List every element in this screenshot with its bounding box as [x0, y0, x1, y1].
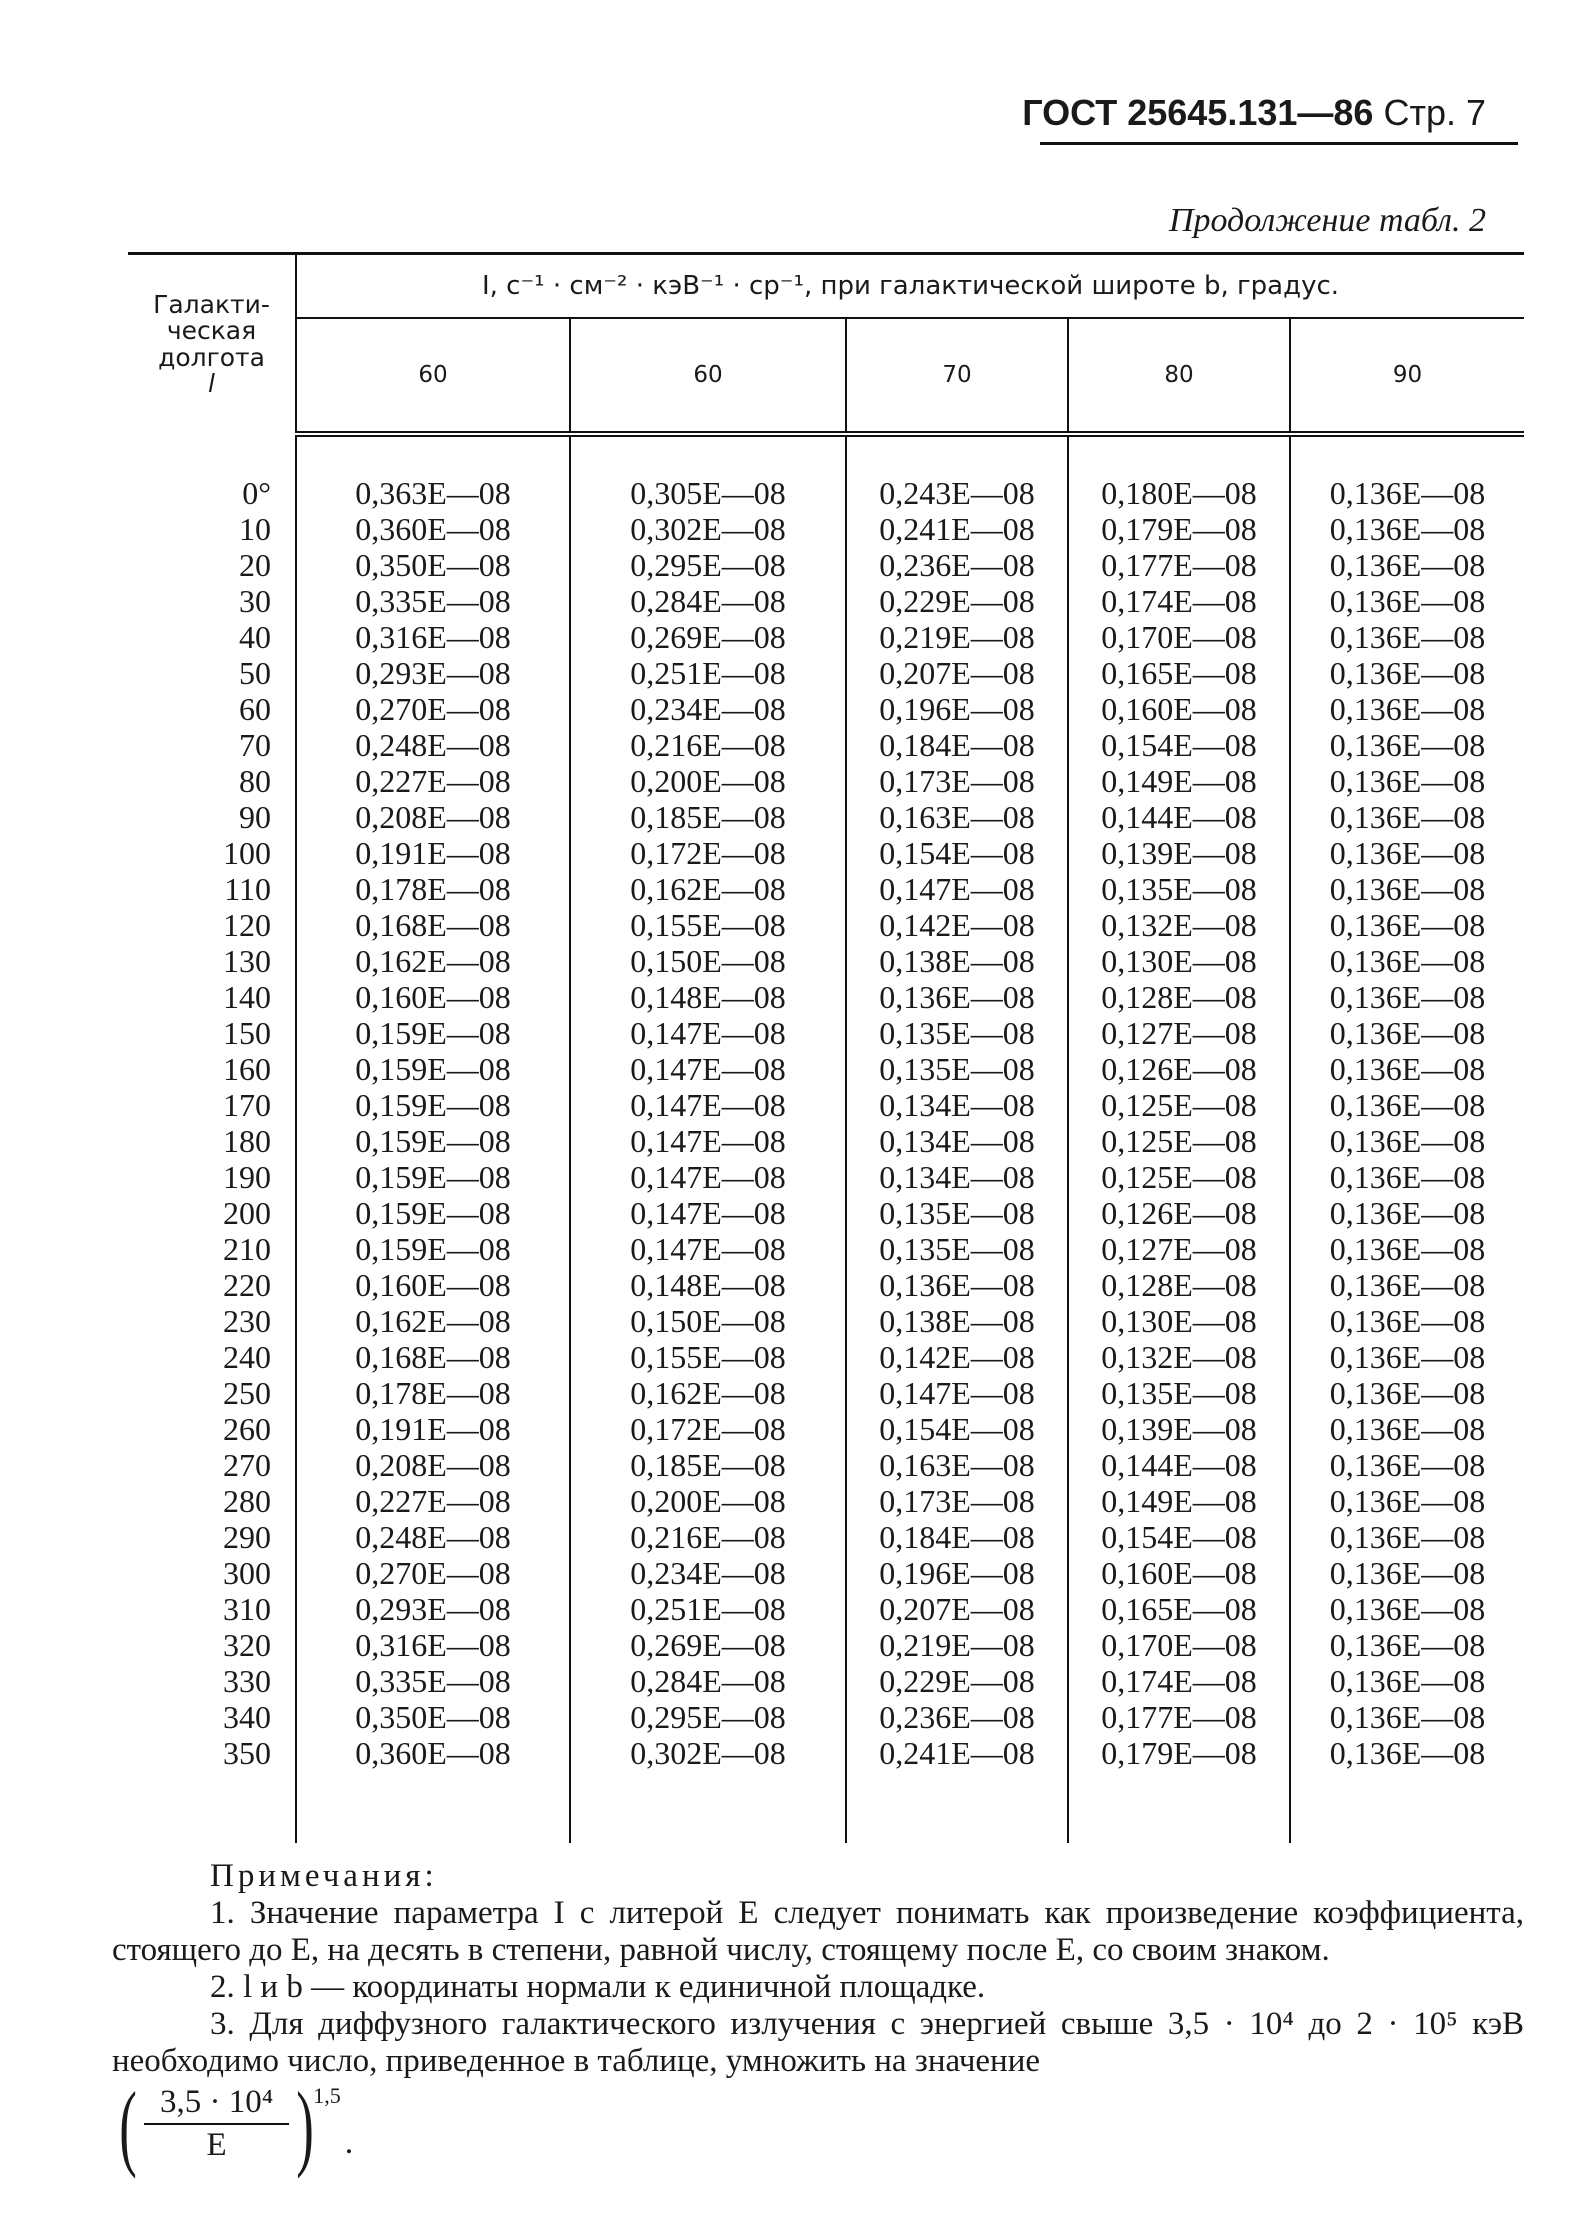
flux-value-cell: 0,150E—08 — [570, 1303, 846, 1339]
flux-value-cell: 0,136E—08 — [1329, 1411, 1486, 1447]
flux-value-cell: 0,134E—08 — [846, 1159, 1068, 1195]
flux-value-cell: 0,142E—08 — [846, 1339, 1068, 1375]
flux-value-cell: 0,136E—08 — [1329, 655, 1486, 691]
flux-value-cell: 0,136E—08 — [1329, 1267, 1486, 1303]
longitude-cell: 340 — [128, 1699, 296, 1735]
flux-value-cell: 0,196E—08 — [846, 1555, 1068, 1591]
flux-value-cell: 0,136E—08 — [1329, 727, 1486, 763]
flux-value-cell: 0,136E—08 — [1329, 835, 1486, 871]
flux-value-cell: 0,128E—08 — [1068, 979, 1290, 1015]
table-row — [128, 907, 1524, 943]
flux-value-cell: 0,191E—08 — [296, 1411, 570, 1447]
flux-value-cell: 0,170E—08 — [1068, 1627, 1290, 1663]
flux-value-cell: 0,168E—08 — [296, 1339, 570, 1375]
flux-value-cell: 0,139E—08 — [1068, 1411, 1290, 1447]
flux-value-cell: 0,147E—08 — [570, 1051, 846, 1087]
flux-value-cell: 0,293E—08 — [296, 1591, 570, 1627]
flux-value-cell: 0,179E—08 — [1068, 1735, 1290, 1771]
longitude-cell: 40 — [128, 619, 296, 655]
table-row — [128, 511, 1524, 547]
table-row — [128, 1519, 1524, 1555]
flux-value-cell: 0,150E—08 — [570, 943, 846, 979]
flux-value-cell: 0,270E—08 — [296, 691, 570, 727]
flux-value-cell: 0,196E—08 — [846, 691, 1068, 727]
longitude-cell: 70 — [128, 727, 296, 763]
flux-value-cell: 0,136E—08 — [1329, 1051, 1486, 1087]
flux-value-cell: 0,335E—08 — [296, 1663, 570, 1699]
flux-value-cell: 0,125E—08 — [1068, 1159, 1290, 1195]
flux-value-cell: 0,243E—08 — [846, 475, 1068, 511]
flux-value-cell: 0,160E—08 — [296, 979, 570, 1015]
flux-value-cell: 0,127E—08 — [1068, 1231, 1290, 1267]
flux-value-cell: 0,191E—08 — [296, 835, 570, 871]
flux-value-cell: 0,165E—08 — [1068, 1591, 1290, 1627]
flux-value-cell: 0,179E—08 — [1068, 511, 1290, 547]
latitude-header: 70 — [846, 318, 1068, 434]
table-row — [128, 1195, 1524, 1231]
flux-value-cell: 0,350E—08 — [296, 547, 570, 583]
table-row — [128, 1303, 1524, 1339]
table-row — [128, 727, 1524, 763]
flux-value-cell: 0,136E—08 — [1329, 583, 1486, 619]
flux-value-cell: 0,185E—08 — [570, 799, 846, 835]
flux-value-cell: 0,134E—08 — [846, 1123, 1068, 1159]
page-number: Стр. 7 — [1383, 92, 1486, 133]
flux-value-cell: 0,147E—08 — [570, 1159, 846, 1195]
flux-value-cell: 0,248E—08 — [296, 727, 570, 763]
flux-value-cell: 0,159E—08 — [296, 1159, 570, 1195]
flux-value-cell: 0,136E—08 — [846, 1267, 1068, 1303]
table-row — [128, 1159, 1524, 1195]
flux-value-cell: 0,200E—08 — [570, 1483, 846, 1519]
longitude-cell: 320 — [128, 1627, 296, 1663]
flux-value-cell: 0,147E—08 — [570, 1087, 846, 1123]
table-continuation-label: Продолжение табл. 2 — [1168, 202, 1486, 239]
flux-value-cell: 0,293E—08 — [296, 655, 570, 691]
flux-value-cell: 0,162E—08 — [570, 871, 846, 907]
flux-value-cell: 0,177E—08 — [1068, 1699, 1290, 1735]
flux-value-cell: 0,219E—08 — [846, 1627, 1068, 1663]
table-body — [128, 434, 1524, 1843]
flux-value-cell: 0,138E—08 — [846, 1303, 1068, 1339]
flux-value-cell: 0,135E—08 — [1068, 1375, 1290, 1411]
flux-value-cell: 0,180E—08 — [1068, 475, 1290, 511]
table-row — [128, 1699, 1524, 1735]
flux-value-cell: 0,154E—08 — [846, 835, 1068, 871]
longitude-cell: 350 — [128, 1735, 296, 1771]
flux-value-cell: 0,207E—08 — [846, 1591, 1068, 1627]
longitude-cell: 50 — [128, 655, 296, 691]
note-1: 1. Значение параметра I с литерой E следует понимать как произведение коэффициента, стоящего до E, на десять в степени, равной числу, стоящему после E, со своим знаком. — [112, 1895, 1524, 1968]
flux-value-cell: 0,136E—08 — [1329, 1699, 1486, 1735]
table-row — [128, 763, 1524, 799]
flux-value-cell: 0,139E—08 — [1068, 835, 1290, 871]
table-row — [128, 1663, 1524, 1699]
flux-value-cell: 0,184E—08 — [846, 1519, 1068, 1555]
table-row — [128, 1087, 1524, 1123]
flux-value-cell: 0,335E—08 — [296, 583, 570, 619]
longitude-cell: 250 — [128, 1375, 296, 1411]
longitude-cell: 120 — [128, 907, 296, 943]
table-row — [128, 619, 1524, 655]
flux-value-cell: 0,174E—08 — [1068, 1663, 1290, 1699]
longitude-cell: 190 — [128, 1159, 296, 1195]
flux-value-cell: 0,216E—08 — [570, 1519, 846, 1555]
latitude-header: 80 — [1068, 318, 1290, 434]
longitude-header-line: ческая — [166, 316, 257, 346]
longitude-cell: 200 — [128, 1195, 296, 1231]
flux-value-cell: 0,227E—08 — [296, 763, 570, 799]
flux-value-cell: 0,136E—08 — [1329, 1447, 1486, 1483]
table-row — [128, 1591, 1524, 1627]
correction-formula — [112, 2072, 1524, 2179]
longitude-cell: 100 — [128, 835, 296, 871]
flux-value-cell: 0,136E—08 — [1329, 1231, 1486, 1267]
flux-super-header: I, с⁻¹ · см⁻² · кэВ⁻¹ · ср⁻¹, при галактической широте b, градус. — [296, 254, 1524, 319]
flux-value-cell: 0,136E—08 — [1329, 475, 1486, 511]
table-row — [128, 1735, 1524, 1771]
flux-value-cell: 0,136E—08 — [1329, 1735, 1486, 1771]
left-paren: ( — [119, 2072, 137, 2179]
longitude-cell: 20 — [128, 547, 296, 583]
flux-value-cell: 0,135E—08 — [1068, 871, 1290, 907]
table-row — [128, 1375, 1524, 1411]
longitude-cell: 280 — [128, 1483, 296, 1519]
flux-value-cell: 0,132E—08 — [1068, 907, 1290, 943]
table-spacer-row — [128, 434, 1524, 475]
flux-value-cell: 0,149E—08 — [1068, 1483, 1290, 1519]
flux-value-cell: 0,136E—08 — [1329, 1087, 1486, 1123]
flux-value-cell: 0,136E—08 — [1329, 1195, 1486, 1231]
flux-value-cell: 0,147E—08 — [570, 1015, 846, 1051]
flux-value-cell: 0,360E—08 — [296, 511, 570, 547]
flux-value-cell: 0,125E—08 — [1068, 1087, 1290, 1123]
longitude-cell: 150 — [128, 1015, 296, 1051]
flux-value-cell: 0,159E—08 — [296, 1087, 570, 1123]
table-row — [128, 799, 1524, 835]
formula-denominator: E — [206, 2127, 227, 2163]
flux-value-cell: 0,316E—08 — [296, 1627, 570, 1663]
longitude-cell: 260 — [128, 1411, 296, 1447]
flux-value-cell: 0,136E—08 — [1329, 1555, 1486, 1591]
notes-block — [112, 1858, 1524, 2179]
flux-value-cell: 0,162E—08 — [296, 943, 570, 979]
flux-value-cell: 0,130E—08 — [1068, 1303, 1290, 1339]
formula-exponent: 1,5 — [313, 2083, 341, 2108]
flux-value-cell: 0,168E—08 — [296, 907, 570, 943]
flux-value-cell: 0,350E—08 — [296, 1699, 570, 1735]
flux-value-cell: 0,174E—08 — [1068, 583, 1290, 619]
formula-period: . — [344, 2124, 354, 2161]
flux-value-cell: 0,216E—08 — [570, 727, 846, 763]
formula-fraction — [144, 2084, 289, 2164]
flux-value-cell: 0,160E—08 — [1068, 691, 1290, 727]
longitude-column-header — [128, 254, 296, 435]
flux-table — [128, 252, 1524, 1843]
longitude-cell: 110 — [128, 871, 296, 907]
flux-value-cell: 0,136E—08 — [1329, 1123, 1486, 1159]
latitude-header: 60 — [570, 318, 846, 434]
longitude-header-line: l — [208, 368, 215, 398]
flux-value-cell: 0,270E—08 — [296, 1555, 570, 1591]
flux-value-cell: 0,136E—08 — [1329, 907, 1486, 943]
flux-value-cell: 0,363E—08 — [296, 475, 570, 511]
flux-value-cell: 0,126E—08 — [1068, 1051, 1290, 1087]
flux-value-cell: 0,136E—08 — [1329, 691, 1486, 727]
flux-value-cell: 0,136E—08 — [1329, 871, 1486, 907]
flux-value-cell: 0,136E—08 — [846, 979, 1068, 1015]
flux-value-cell: 0,172E—08 — [570, 835, 846, 871]
flux-value-cell: 0,236E—08 — [846, 1699, 1068, 1735]
flux-value-cell: 0,159E—08 — [296, 1015, 570, 1051]
flux-value-cell: 0,316E—08 — [296, 619, 570, 655]
flux-value-cell: 0,136E—08 — [1329, 511, 1486, 547]
flux-value-cell: 0,135E—08 — [846, 1015, 1068, 1051]
flux-value-cell: 0,234E—08 — [570, 1555, 846, 1591]
flux-value-cell: 0,142E—08 — [846, 907, 1068, 943]
flux-value-cell: 0,136E—08 — [1329, 1339, 1486, 1375]
flux-value-cell: 0,269E—08 — [570, 1627, 846, 1663]
flux-value-cell: 0,241E—08 — [846, 511, 1068, 547]
flux-value-cell: 0,302E—08 — [570, 511, 846, 547]
flux-value-cell: 0,269E—08 — [570, 619, 846, 655]
table-row — [128, 1447, 1524, 1483]
longitude-cell: 10 — [128, 511, 296, 547]
flux-value-cell: 0,147E—08 — [846, 1375, 1068, 1411]
flux-value-cell: 0,144E—08 — [1068, 1447, 1290, 1483]
flux-value-cell: 0,295E—08 — [570, 1699, 846, 1735]
longitude-cell: 330 — [128, 1663, 296, 1699]
longitude-cell: 90 — [128, 799, 296, 835]
flux-value-cell: 0,251E—08 — [570, 1591, 846, 1627]
flux-value-cell: 0,184E—08 — [846, 727, 1068, 763]
table-row — [128, 1483, 1524, 1519]
longitude-header-line: Галакти- — [153, 290, 270, 319]
longitude-cell: 210 — [128, 1231, 296, 1267]
flux-value-cell: 0,136E—08 — [1329, 1591, 1486, 1627]
flux-value-cell: 0,135E—08 — [846, 1231, 1068, 1267]
flux-value-cell: 0,172E—08 — [570, 1411, 846, 1447]
flux-value-cell: 0,219E—08 — [846, 619, 1068, 655]
flux-value-cell: 0,125E—08 — [1068, 1123, 1290, 1159]
longitude-cell: 30 — [128, 583, 296, 619]
flux-value-cell: 0,134E—08 — [846, 1087, 1068, 1123]
flux-value-cell: 0,147E—08 — [846, 871, 1068, 907]
flux-value-cell: 0,284E—08 — [570, 1663, 846, 1699]
flux-value-cell: 0,162E—08 — [296, 1303, 570, 1339]
flux-value-cell: 0,177E—08 — [1068, 547, 1290, 583]
flux-value-cell: 0,234E—08 — [570, 691, 846, 727]
flux-value-cell: 0,136E—08 — [1329, 619, 1486, 655]
table-row — [128, 691, 1524, 727]
flux-value-cell: 0,136E—08 — [1329, 1483, 1486, 1519]
flux-value-cell: 0,136E—08 — [1329, 943, 1486, 979]
flux-value-cell: 0,128E—08 — [1068, 1267, 1290, 1303]
longitude-cell: 300 — [128, 1555, 296, 1591]
note-2: 2. l и b — координаты нормали к единичной площадке. — [210, 1969, 986, 2005]
latitude-header: 90 — [1290, 318, 1524, 434]
page-header — [1022, 92, 1486, 134]
notes-title: Примечания: — [210, 1858, 438, 1894]
flux-value-cell: 0,159E—08 — [296, 1195, 570, 1231]
flux-value-cell: 0,241E—08 — [846, 1735, 1068, 1771]
longitude-cell: 230 — [128, 1303, 296, 1339]
flux-value-cell: 0,227E—08 — [296, 1483, 570, 1519]
flux-value-cell: 0,136E—08 — [1329, 979, 1486, 1015]
table-row — [128, 871, 1524, 907]
table-row — [128, 979, 1524, 1015]
table-row — [128, 583, 1524, 619]
formula-numerator: 3,5 · 10⁴ — [144, 2084, 289, 2125]
flux-value-cell: 0,165E—08 — [1068, 655, 1290, 691]
flux-value-cell: 0,135E—08 — [846, 1051, 1068, 1087]
longitude-cell: 160 — [128, 1051, 296, 1087]
right-paren: ) — [296, 2072, 314, 2179]
flux-value-cell: 0,147E—08 — [570, 1123, 846, 1159]
flux-value-cell: 0,136E—08 — [1329, 1375, 1486, 1411]
latitude-header: 60 — [296, 318, 570, 434]
flux-value-cell: 0,200E—08 — [570, 763, 846, 799]
flux-value-cell: 0,178E—08 — [296, 871, 570, 907]
flux-value-cell: 0,136E—08 — [1329, 1015, 1486, 1051]
flux-value-cell: 0,149E—08 — [1068, 763, 1290, 799]
longitude-cell: 60 — [128, 691, 296, 727]
flux-value-cell: 0,173E—08 — [846, 763, 1068, 799]
flux-value-cell: 0,163E—08 — [846, 1447, 1068, 1483]
flux-value-cell: 0,229E—08 — [846, 1663, 1068, 1699]
note-3: 3. Для диффузного галактического излучения с энергией свыше 3,5 · 10⁴ до 2 · 10⁵ кэВ необходимо число, приведенное в таблице, умножить на значение — [112, 2006, 1524, 2079]
longitude-cell: 270 — [128, 1447, 296, 1483]
flux-value-cell: 0,136E—08 — [1329, 763, 1486, 799]
flux-value-cell: 0,136E—08 — [1329, 1663, 1486, 1699]
flux-value-cell: 0,160E—08 — [1068, 1555, 1290, 1591]
longitude-cell: 290 — [128, 1519, 296, 1555]
flux-value-cell: 0,160E—08 — [296, 1267, 570, 1303]
flux-value-cell: 0,163E—08 — [846, 799, 1068, 835]
longitude-cell: 310 — [128, 1591, 296, 1627]
table-tail-row — [128, 1771, 1524, 1843]
flux-value-cell: 0,135E—08 — [846, 1195, 1068, 1231]
flux-value-cell: 0,185E—08 — [570, 1447, 846, 1483]
flux-value-cell: 0,136E—08 — [1329, 547, 1486, 583]
flux-value-cell: 0,130E—08 — [1068, 943, 1290, 979]
flux-value-cell: 0,305E—08 — [570, 475, 846, 511]
flux-value-cell: 0,155E—08 — [570, 907, 846, 943]
longitude-cell: 220 — [128, 1267, 296, 1303]
flux-value-cell: 0,162E—08 — [570, 1375, 846, 1411]
flux-value-cell: 0,159E—08 — [296, 1123, 570, 1159]
flux-value-cell: 0,154E—08 — [846, 1411, 1068, 1447]
flux-value-cell: 0,147E—08 — [570, 1231, 846, 1267]
flux-value-cell: 0,148E—08 — [570, 1267, 846, 1303]
flux-value-cell: 0,229E—08 — [846, 583, 1068, 619]
table-row — [128, 655, 1524, 691]
flux-value-cell: 0,360E—08 — [296, 1735, 570, 1771]
table-row — [128, 1339, 1524, 1375]
flux-value-cell: 0,144E—08 — [1068, 799, 1290, 835]
flux-value-cell: 0,138E—08 — [846, 943, 1068, 979]
flux-value-cell: 0,236E—08 — [846, 547, 1068, 583]
flux-value-cell: 0,248E—08 — [296, 1519, 570, 1555]
longitude-cell: 180 — [128, 1123, 296, 1159]
table-row — [128, 1555, 1524, 1591]
flux-value-cell: 0,126E—08 — [1068, 1195, 1290, 1231]
table-row — [128, 1627, 1524, 1663]
flux-value-cell: 0,136E—08 — [1329, 799, 1486, 835]
flux-value-cell: 0,207E—08 — [846, 655, 1068, 691]
flux-value-cell: 0,136E—08 — [1329, 1303, 1486, 1339]
standard-code: ГОСТ 25645.131—86 — [1022, 92, 1374, 133]
table-row — [128, 547, 1524, 583]
flux-value-cell: 0,147E—08 — [570, 1195, 846, 1231]
flux-value-cell: 0,295E—08 — [570, 547, 846, 583]
longitude-header-line: долгота — [158, 342, 265, 372]
flux-value-cell: 0,136E—08 — [1329, 1159, 1486, 1195]
longitude-cell: 0° — [128, 475, 296, 511]
flux-value-cell: 0,159E—08 — [296, 1231, 570, 1267]
flux-value-cell: 0,208E—08 — [296, 1447, 570, 1483]
longitude-cell: 80 — [128, 763, 296, 799]
table-row — [128, 475, 1524, 511]
table-row — [128, 1267, 1524, 1303]
table-row — [128, 835, 1524, 871]
flux-value-cell: 0,148E—08 — [570, 979, 846, 1015]
flux-value-cell: 0,170E—08 — [1068, 619, 1290, 655]
longitude-cell: 140 — [128, 979, 296, 1015]
flux-value-cell: 0,178E—08 — [296, 1375, 570, 1411]
flux-value-cell: 0,132E—08 — [1068, 1339, 1290, 1375]
flux-value-cell: 0,136E—08 — [1329, 1627, 1486, 1663]
longitude-cell: 130 — [128, 943, 296, 979]
table-row — [128, 1231, 1524, 1267]
flux-value-cell: 0,154E—08 — [1068, 1519, 1290, 1555]
table-row — [128, 1051, 1524, 1087]
table-row — [128, 943, 1524, 979]
table-row — [128, 1015, 1524, 1051]
flux-value-cell: 0,159E—08 — [296, 1051, 570, 1087]
header-rule — [1040, 142, 1518, 145]
flux-value-cell: 0,127E—08 — [1068, 1015, 1290, 1051]
flux-value-cell: 0,136E—08 — [1329, 1519, 1486, 1555]
flux-value-cell: 0,208E—08 — [296, 799, 570, 835]
longitude-cell: 170 — [128, 1087, 296, 1123]
longitude-cell: 240 — [128, 1339, 296, 1375]
flux-value-cell: 0,155E—08 — [570, 1339, 846, 1375]
flux-value-cell: 0,302E—08 — [570, 1735, 846, 1771]
flux-value-cell: 0,154E—08 — [1068, 727, 1290, 763]
table-row — [128, 1411, 1524, 1447]
flux-value-cell: 0,251E—08 — [570, 655, 846, 691]
table-row — [128, 1123, 1524, 1159]
flux-value-cell: 0,173E—08 — [846, 1483, 1068, 1519]
flux-value-cell: 0,284E—08 — [570, 583, 846, 619]
